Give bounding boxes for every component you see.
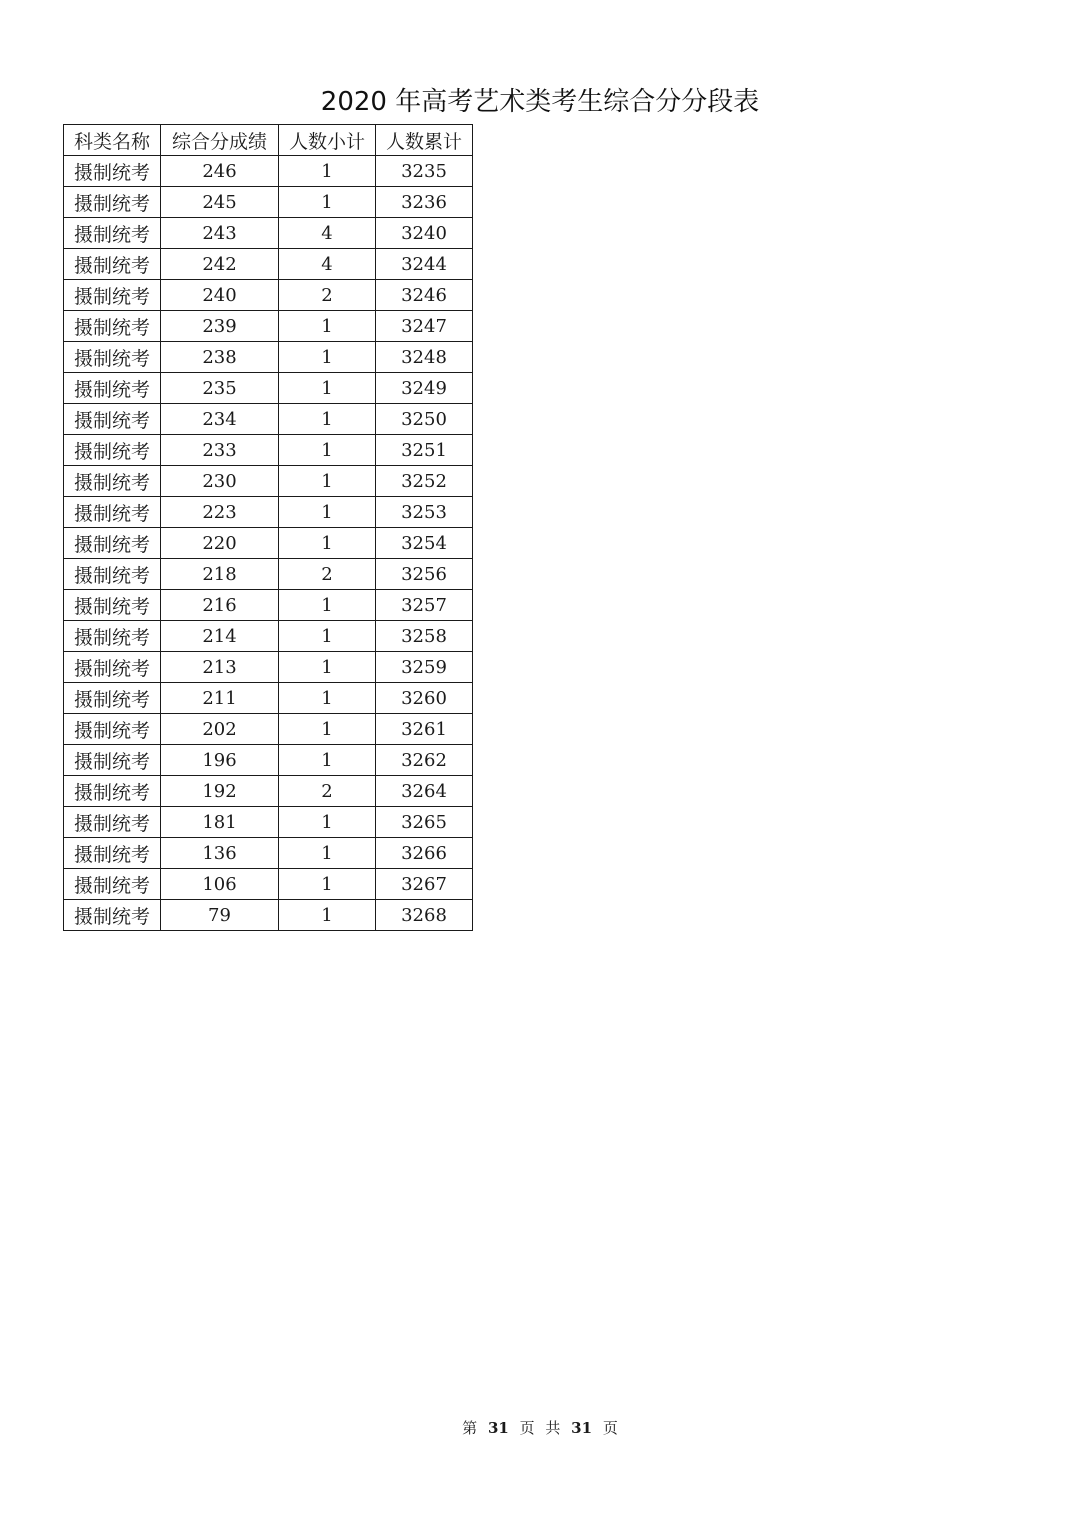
page-title: 2020 年高考艺术类考生综合分分段表 bbox=[320, 87, 760, 117]
cell-composite-score: 223 bbox=[161, 497, 279, 528]
cell-count-cumulative: 3244 bbox=[376, 249, 473, 280]
table-row bbox=[64, 466, 473, 497]
cell-subject-category: 摄制统考 bbox=[64, 900, 161, 931]
cell-count-subtotal: 1 bbox=[279, 528, 376, 559]
cell-composite-score: 230 bbox=[161, 466, 279, 497]
cell-count-cumulative: 3248 bbox=[376, 342, 473, 373]
cell-composite-score: 233 bbox=[161, 435, 279, 466]
cell-count-subtotal: 1 bbox=[279, 404, 376, 435]
cell-count-cumulative: 3268 bbox=[376, 900, 473, 931]
cell-count-cumulative: 3259 bbox=[376, 652, 473, 683]
cell-composite-score: 216 bbox=[161, 590, 279, 621]
footer-prefix: 第 bbox=[462, 1419, 478, 1437]
cell-composite-score: 214 bbox=[161, 621, 279, 652]
cell-count-subtotal: 2 bbox=[279, 559, 376, 590]
cell-subject-category: 摄制统考 bbox=[64, 528, 161, 559]
table-row bbox=[64, 249, 473, 280]
cell-count-subtotal: 1 bbox=[279, 745, 376, 776]
cell-count-subtotal: 1 bbox=[279, 311, 376, 342]
cell-subject-category: 摄制统考 bbox=[64, 497, 161, 528]
cell-subject-category: 摄制统考 bbox=[64, 373, 161, 404]
cell-subject-category: 摄制统考 bbox=[64, 311, 161, 342]
cell-composite-score: 192 bbox=[161, 776, 279, 807]
cell-count-cumulative: 3260 bbox=[376, 683, 473, 714]
cell-count-subtotal: 1 bbox=[279, 497, 376, 528]
cell-subject-category: 摄制统考 bbox=[64, 187, 161, 218]
table-row bbox=[64, 621, 473, 652]
footer-page-number: 31 bbox=[487, 1419, 509, 1437]
cell-composite-score: 196 bbox=[161, 745, 279, 776]
cell-composite-score: 243 bbox=[161, 218, 279, 249]
cell-count-cumulative: 3252 bbox=[376, 466, 473, 497]
cell-count-subtotal: 1 bbox=[279, 621, 376, 652]
cell-subject-category: 摄制统考 bbox=[64, 807, 161, 838]
cell-subject-category: 摄制统考 bbox=[64, 435, 161, 466]
cell-subject-category: 摄制统考 bbox=[64, 280, 161, 311]
cell-subject-category: 摄制统考 bbox=[64, 156, 161, 187]
cell-count-cumulative: 3246 bbox=[376, 280, 473, 311]
header-count-cumulative: 人数累计 bbox=[376, 125, 473, 156]
cell-count-subtotal: 1 bbox=[279, 652, 376, 683]
table-row bbox=[64, 807, 473, 838]
cell-count-cumulative: 3240 bbox=[376, 218, 473, 249]
cell-composite-score: 239 bbox=[161, 311, 279, 342]
cell-count-cumulative: 3236 bbox=[376, 187, 473, 218]
page-footer bbox=[0, 1417, 1080, 1438]
table-row bbox=[64, 900, 473, 931]
table-row bbox=[64, 497, 473, 528]
table-row bbox=[64, 838, 473, 869]
cell-count-cumulative: 3247 bbox=[376, 311, 473, 342]
cell-count-subtotal: 1 bbox=[279, 714, 376, 745]
cell-count-cumulative: 3251 bbox=[376, 435, 473, 466]
table-row bbox=[64, 528, 473, 559]
cell-composite-score: 218 bbox=[161, 559, 279, 590]
table-row bbox=[64, 590, 473, 621]
cell-subject-category: 摄制统考 bbox=[64, 869, 161, 900]
cell-subject-category: 摄制统考 bbox=[64, 683, 161, 714]
table-row bbox=[64, 342, 473, 373]
cell-subject-category: 摄制统考 bbox=[64, 249, 161, 280]
table-header-row bbox=[64, 125, 473, 156]
table-row bbox=[64, 745, 473, 776]
cell-composite-score: 136 bbox=[161, 838, 279, 869]
cell-count-subtotal: 1 bbox=[279, 900, 376, 931]
cell-count-cumulative: 3253 bbox=[376, 497, 473, 528]
cell-composite-score: 242 bbox=[161, 249, 279, 280]
cell-composite-score: 235 bbox=[161, 373, 279, 404]
table-row bbox=[64, 559, 473, 590]
cell-subject-category: 摄制统考 bbox=[64, 559, 161, 590]
cell-count-cumulative: 3249 bbox=[376, 373, 473, 404]
cell-composite-score: 106 bbox=[161, 869, 279, 900]
cell-composite-score: 181 bbox=[161, 807, 279, 838]
table-row bbox=[64, 280, 473, 311]
cell-subject-category: 摄制统考 bbox=[64, 466, 161, 497]
cell-composite-score: 79 bbox=[161, 900, 279, 931]
cell-composite-score: 211 bbox=[161, 683, 279, 714]
cell-composite-score: 220 bbox=[161, 528, 279, 559]
table-row bbox=[64, 373, 473, 404]
cell-subject-category: 摄制统考 bbox=[64, 652, 161, 683]
cell-count-subtotal: 4 bbox=[279, 249, 376, 280]
header-count-subtotal: 人数小计 bbox=[279, 125, 376, 156]
cell-count-subtotal: 1 bbox=[279, 838, 376, 869]
cell-subject-category: 摄制统考 bbox=[64, 838, 161, 869]
score-distribution-table bbox=[63, 124, 473, 931]
cell-count-subtotal: 2 bbox=[279, 776, 376, 807]
cell-count-cumulative: 3265 bbox=[376, 807, 473, 838]
cell-count-cumulative: 3250 bbox=[376, 404, 473, 435]
cell-count-subtotal: 1 bbox=[279, 869, 376, 900]
table-row bbox=[64, 311, 473, 342]
cell-count-subtotal: 2 bbox=[279, 280, 376, 311]
cell-count-subtotal: 1 bbox=[279, 807, 376, 838]
cell-count-cumulative: 3262 bbox=[376, 745, 473, 776]
table-row bbox=[64, 683, 473, 714]
table-row bbox=[64, 776, 473, 807]
footer-total-pages: 31 bbox=[571, 1419, 593, 1437]
table-row bbox=[64, 156, 473, 187]
cell-subject-category: 摄制统考 bbox=[64, 714, 161, 745]
table-row bbox=[64, 652, 473, 683]
cell-composite-score: 213 bbox=[161, 652, 279, 683]
header-composite-score: 综合分成绩 bbox=[161, 125, 279, 156]
footer-middle: 页 共 bbox=[519, 1419, 561, 1437]
cell-count-subtotal: 4 bbox=[279, 218, 376, 249]
cell-count-cumulative: 3256 bbox=[376, 559, 473, 590]
table-row bbox=[64, 404, 473, 435]
cell-count-cumulative: 3254 bbox=[376, 528, 473, 559]
cell-count-subtotal: 1 bbox=[279, 435, 376, 466]
cell-subject-category: 摄制统考 bbox=[64, 590, 161, 621]
cell-count-subtotal: 1 bbox=[279, 466, 376, 497]
cell-count-subtotal: 1 bbox=[279, 156, 376, 187]
cell-count-subtotal: 1 bbox=[279, 590, 376, 621]
footer-suffix: 页 bbox=[602, 1419, 618, 1437]
cell-subject-category: 摄制统考 bbox=[64, 776, 161, 807]
cell-count-subtotal: 1 bbox=[279, 373, 376, 404]
cell-subject-category: 摄制统考 bbox=[64, 342, 161, 373]
cell-composite-score: 234 bbox=[161, 404, 279, 435]
cell-count-subtotal: 1 bbox=[279, 342, 376, 373]
table-row bbox=[64, 869, 473, 900]
header-subject-category: 科类名称 bbox=[64, 125, 161, 156]
cell-count-subtotal: 1 bbox=[279, 683, 376, 714]
cell-subject-category: 摄制统考 bbox=[64, 404, 161, 435]
table-row bbox=[64, 187, 473, 218]
cell-count-subtotal: 1 bbox=[279, 187, 376, 218]
table-row bbox=[64, 435, 473, 466]
cell-composite-score: 240 bbox=[161, 280, 279, 311]
cell-count-cumulative: 3266 bbox=[376, 838, 473, 869]
cell-count-cumulative: 3261 bbox=[376, 714, 473, 745]
cell-count-cumulative: 3258 bbox=[376, 621, 473, 652]
cell-composite-score: 238 bbox=[161, 342, 279, 373]
cell-composite-score: 246 bbox=[161, 156, 279, 187]
cell-count-cumulative: 3235 bbox=[376, 156, 473, 187]
table-row bbox=[64, 714, 473, 745]
cell-composite-score: 202 bbox=[161, 714, 279, 745]
cell-subject-category: 摄制统考 bbox=[64, 745, 161, 776]
cell-count-cumulative: 3264 bbox=[376, 776, 473, 807]
table-row bbox=[64, 218, 473, 249]
cell-count-cumulative: 3257 bbox=[376, 590, 473, 621]
cell-composite-score: 245 bbox=[161, 187, 279, 218]
cell-subject-category: 摄制统考 bbox=[64, 218, 161, 249]
cell-subject-category: 摄制统考 bbox=[64, 621, 161, 652]
cell-count-cumulative: 3267 bbox=[376, 869, 473, 900]
